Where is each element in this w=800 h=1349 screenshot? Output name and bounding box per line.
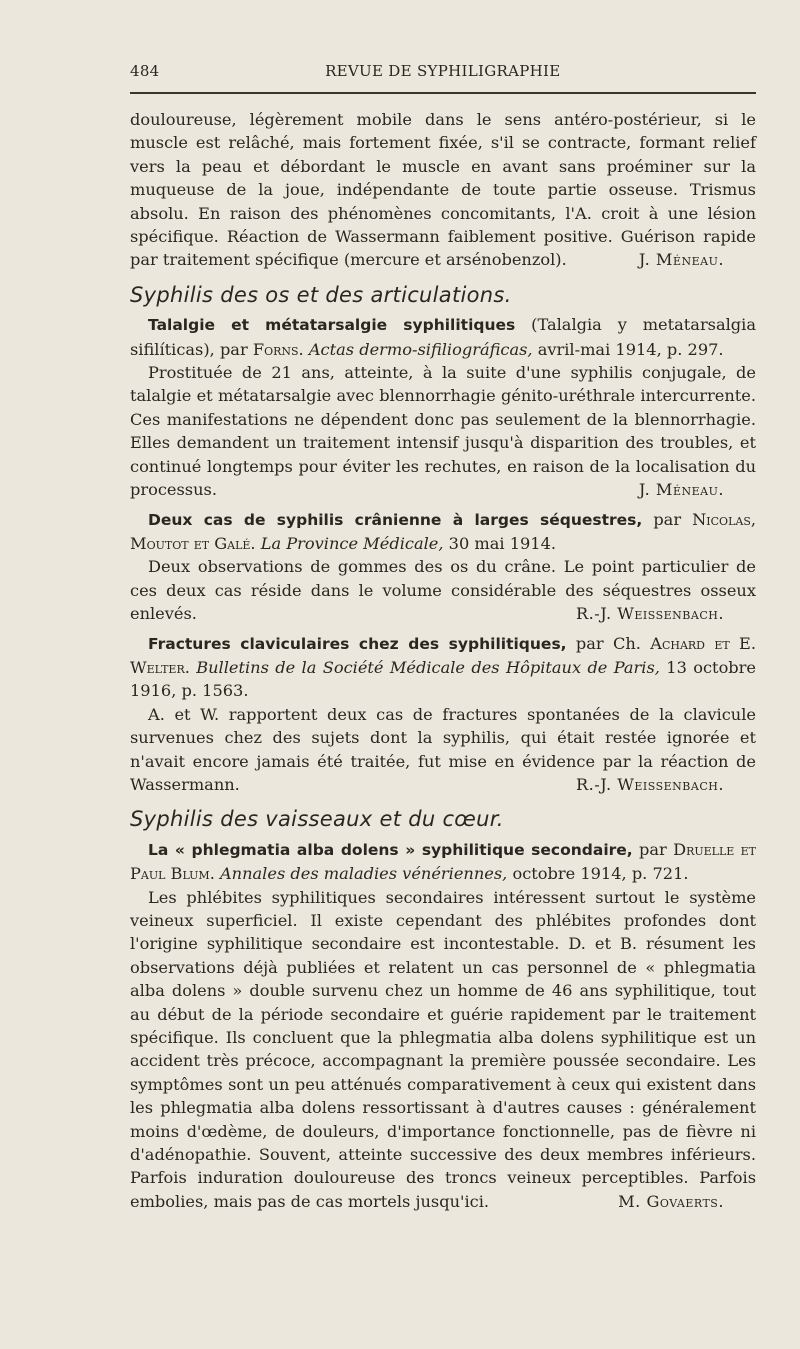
article-reference bbox=[130, 632, 756, 703]
running-title: REVUE DE SYPHILIGRAPHIE bbox=[325, 62, 561, 80]
journal-name: Actas dermo-sifiliográficas, bbox=[303, 339, 533, 359]
article-author: Forns. bbox=[252, 339, 304, 359]
page-number: 484 bbox=[130, 62, 160, 80]
article-signature: R.-J. Weissenbach. bbox=[575, 774, 724, 794]
article-abstract bbox=[130, 555, 756, 625]
page-header bbox=[130, 62, 756, 94]
reference-text: par Ch. bbox=[566, 633, 651, 653]
article-author: Nicolas, Moutot et Galé. bbox=[130, 509, 756, 553]
section-heading-vessels: Syphilis des vaisseaux et du cœur. bbox=[130, 807, 504, 832]
article-reference bbox=[130, 508, 756, 556]
reference-date: 30 mai 1914. bbox=[443, 533, 557, 553]
reference-date: 13 octobre 1916, p. 1563. bbox=[130, 657, 756, 701]
intro-paragraph bbox=[130, 108, 756, 272]
journal-name: La Province Médicale, bbox=[255, 533, 444, 553]
abstract-text: A. et W. rapportent deux cas de fractures spontanées de la clavicule survenues chez des sujets dont la syphilis, qui était restée ignorée et n'avait encore jamais été traitée, fut mise en évidence par la réaction de Wassermann. bbox=[130, 704, 756, 794]
abstract-text: Deux observations de gommes des os du crâne. Le point particulier de ces deux cas réside dans le volume considérable des séquestres osseux enlevés. bbox=[130, 557, 756, 624]
article-author: Druelle et Paul Blum. bbox=[130, 839, 757, 884]
article-abstract bbox=[130, 703, 756, 797]
section-heading-bones: Syphilis des os et des articulations. bbox=[130, 282, 512, 307]
abstract-text: Les phlébites syphilitiques secondaires intéressent surtout le système veineux superficiel. Il existe cependant des phlébites profondes dont l'origine syphilitique secondaire est incontestable. D. et B. résument les observations déjà publiées et relatent un cas personnel de « phlegmatia alba dolens » double survenu chez un homme de 46 ans syphilitique, tout au début de la période secondaire et guérie rapidement par le traitement spécifique. Ils concluent que la phlegmatia alba dolens syphilitique est un accident très précoce, accompagnant la première poussée secondaire. Les symptômes sont un peu atténués comparativement à ceux qui existent dans les phlegmatia alba dolens ressortissant à d'autres causes : généralement moins d'œdème, de douleurs, d'importance fonctionnelle, pas de fièvre ni d'adénopathie. Souvent, atteinte successive des deux membres inférieurs. Parfois induration douloureuse des troncs veineux perceptibles. Parfois embolies, mais pas de cas mortels jusqu'ici. bbox=[130, 887, 756, 1211]
article-reference bbox=[130, 838, 756, 886]
intro-signature: J. Méneau. bbox=[638, 250, 724, 270]
article-title: Fractures claviculaires chez des syphilitiques, bbox=[148, 634, 567, 653]
reference-text: par bbox=[642, 509, 693, 529]
article-signature: M. Govaerts. bbox=[618, 1191, 724, 1211]
reference-date: octobre 1914, p. 721. bbox=[507, 864, 689, 884]
journal-name: Bulletins de la Société Médicale des Hôpitaux de Paris, bbox=[189, 657, 660, 677]
reference-date: avril-mai 1914, p. 297. bbox=[532, 339, 724, 359]
article-title: La « phlegmatia alba dolens » syphilitique secondaire, bbox=[148, 840, 633, 859]
article-title: Talalgie et métatarsalgie syphilitiques bbox=[148, 316, 516, 335]
article-signature: R.-J. Weissenbach. bbox=[575, 604, 724, 624]
article-abstract bbox=[130, 886, 756, 1214]
reference-text: (Talalgia y metatarsalgia sifilíticas), par bbox=[130, 315, 757, 359]
article-signature: J. Méneau. bbox=[638, 480, 724, 500]
article-author: Achard et E. Welter. bbox=[130, 633, 756, 677]
intro-text: douloureuse, légèrement mobile dans le sens antéro-postérieur, si le muscle est relâché, mais fortement fixée, s'il se contracte, formant relief vers la peau et débordant le muscle en avant sans proéminer sur la muqueuse de la joue, indépendante de toute partie osseuse. Trismus absolu. En raison des phénomènes concomitants, l'A. croit à une lésion spécifique. Réaction de Wassermann faiblement positive. Guérison rapide par traitement spécifique (mercure et arsénobenzol). bbox=[130, 110, 756, 270]
journal-name: Annales des maladies vénériennes, bbox=[214, 864, 508, 884]
article-abstract bbox=[130, 361, 756, 501]
reference-text: par bbox=[632, 839, 674, 859]
abstract-text: Prostituée de 21 ans, atteinte, à la suite d'une syphilis conjugale, de talalgie et métatarsalgie avec blennorrhagie génito-uréthrale intercurrente. Ces manifestations ne dépendent donc pas seulement de la blennorrhagie. Elles demandent un traitement intensif jusqu'à disparition des troubles, et continué longtemps pour éviter les rechutes, en raison de la localisation du processus. bbox=[130, 363, 756, 500]
page-content bbox=[130, 94, 756, 1213]
article-reference bbox=[130, 313, 756, 361]
journal-page bbox=[130, 62, 756, 1213]
article-title: Deux cas de syphilis crânienne à larges séquestres, bbox=[148, 510, 643, 529]
